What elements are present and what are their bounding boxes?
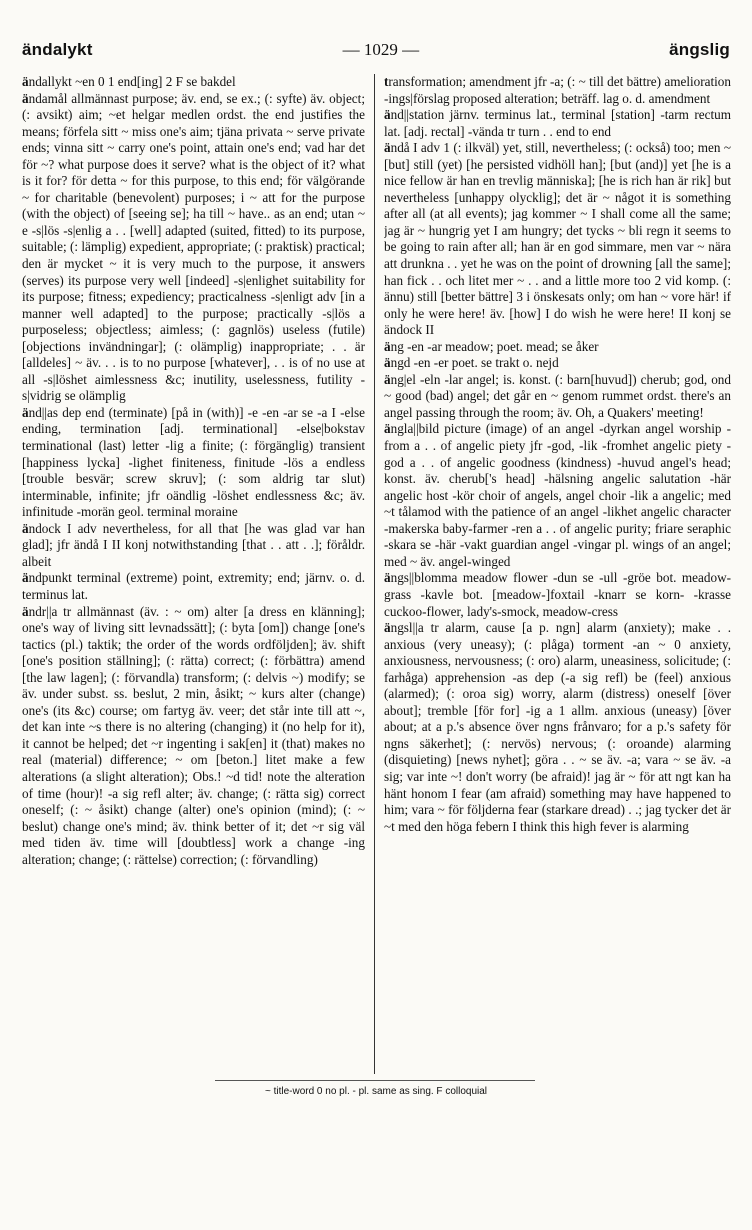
entry-columns bbox=[22, 74, 736, 1074]
right-column bbox=[384, 74, 731, 1074]
footer-divider bbox=[215, 1080, 535, 1081]
entry-andra: ändr||a tr allmännast (äv. : ~ om) alter [a dress en klänning]; one's way of living sitt levnadssätt]; (: byta [om]) change [one's tactics (pl.) taktik; the order of the words ordföljden]; äv. shift [one's position ställning]; (: rätta) correct; (: förbättra) amend [the law lagen]; (: förvandla) transform; (: delvis ~) modify; se äv. under subst. ss. beslut, 2 min, åsikt; ~ kurs alter (change) one's (its &c) course; om fartyg äv. veer; det står inte till att ~, det kan inte ~s there is no altering (changing) it (no help for it), it cannot be helped; det ~r ingenting i sak[en] it (that) makes no real (material) difference; ~ om [beton.] litet make a few alterations (a slight alteration); Obs.! ~d tid! note the alteration of time (hour)! -a sig refl alter; äv. change; (: rätta sig) correct oneself; (: ~ åsikt) change (alter) one's opinion (mind); (: ~ beslut) change one's mind; äv. think better of it; det ~r sig väl med tiden äv. time will [doubtless] work a change -ing alteration; change; (: rättelse) correction; (: förvandling) bbox=[22, 603, 365, 867]
entry-angel: äng|el -eln -lar angel; is. konst. (: barn[huvud]) cherub; god, ond ~ good (bad) angel; det går en ~ genom rummet ordst. there's an angel passing through the room; äv. Oh, a Quakers' meeting! bbox=[384, 371, 731, 420]
page-number: — 1029 — bbox=[342, 40, 420, 59]
entry-andalykt: ändallykt ~en 0 1 end[ing] 2 F se bakdel bbox=[22, 74, 236, 89]
entry-ang: äng -en -ar meadow; poet. mead; se åker bbox=[384, 338, 599, 354]
entry-andstation: änd||station järnv. terminus lat., terminal [station] -tarm rectum lat. [adj. rectal] -vända tr turn . . end to end bbox=[384, 107, 731, 139]
entry-andas: änd||as dep end (terminate) [på in (with)] -e -en -ar se -a I -else ending, termination [adj. terminational] -else|bokstav terminational (last) letter -lig a finite; (: förgänglig) transient [happiness lycka] -lighet finiteness, finitude -lös a endless [trouble besvär; screw skruv]; (: som aldrig tar slut) interminable, infinite; jfr oändlig -löshet endlessness &c; äv. infinitude -morän geol. terminal moraine bbox=[22, 404, 365, 520]
abbreviation-legend: ~ title-word 0 no pl. - pl. same as sing. F colloquial bbox=[264, 1086, 488, 1097]
page-header bbox=[22, 40, 730, 66]
entry-angsblomma: ängs||blomma meadow flower -dun se -ull -gröe bot. meadow-grass -kavle bot. [meadow-]foxtail -knarr se korn- -krasse cuckoo-flower, lady's-smock, meadow-cress bbox=[384, 570, 731, 619]
entry-andring-cont: transformation; amendment jfr -a; (: ~ till det bättre) amelioration -ings|förslag proposed alteration; beträff. lag o. d. amendment bbox=[384, 74, 731, 106]
entry-anda: ändå I adv 1 (: ilkväl) yet, still, nevertheless; (: också) too; men ~ [but] still (yet) [he persisted vidhöll han]; [but (and)] yet [he is a nice fellow är han en trevlig människa]; [he is rich han är rik] but nevertheless [unhappy olycklig]; det är ~ något it is something after all (at all events); jag kommer ~ I shall come all the same; jag är ~ hungrig yet I am hungry; det tycks ~ bli regn it seems to be going to rain after all; han är en god simmare, men var ~ nära att drunkna . . yet he was on the point of drowning [all the same]; han fick . . och litet mer ~ . . and a little more too 2 vid komp. (: ännu) still [better bättre] 3 i önskesats only; om han ~ vore här! if only he were here! äv. [how] I do wish he were here! II konj se ändock II bbox=[384, 140, 731, 338]
entry-angsla: ängsl||a tr alarm, cause [a p. ngn] alarm (anxiety); make . . anxious (very uneasy); (: plåga) torment -an ~ 0 anxiety, anxiousness, nervousness; (: oro) alarm, uneasiness, solicitude; (: farhåga) apprehension -as dep (-a sig refl) be (feel) anxious (alarmed); (: oroa sig) worry, alarm (distress) oneself [över about]; tremble [för for] -ig a 1 allm. anxious (uneasy) [över about; at a p.'s absence över ngns frånvaro; for a p.'s safety för ngns säkerhet]; (: nervös) nervous; (: oroande) alarming (disquieting) [news nyhet]; göra . . ~ se äv. -a; vara ~ se äv. -a sig; var inte ~! don't worry (be afraid)! jag är ~ för att ngt kan ha hänt honom I fear (am afraid) something may have happened to him; vara ~ för följderna fear (starkare dread) . .; jag tycker det är ~t med den höga febern I think this high fever is alarming bbox=[384, 620, 731, 834]
column-divider bbox=[374, 74, 375, 1074]
left-guide-word: ändalykt bbox=[22, 40, 93, 59]
entry-angd: ängd -en -er poet. se trakt o. nejd bbox=[384, 355, 559, 371]
left-column bbox=[22, 74, 365, 1074]
entry-andamal: ändamål allmännast purpose; äv. end, se ex.; (: syfte) äv. object; (: avsikt) aim; ~et helgar medlen ordst. the end justifies the means; förfela sitt ~ miss one's aim; tjäna privata ~ serve private ends; vinna sitt ~ carry one's point, attain one's end; vad har det för ~? what purpose does it serve? what is the object of it? what is it for? för detta ~ for this purpose, to this end; för välgörande ~ for charitable (benevolent) purposes; i ~ att for the purpose (with the object) of [seeing se]; ha till ~ have.. as an end; utan ~ e -s|lös -s|enlig a . . [well] adapted (suited, fitted) to its purpose, suitable; (: lämplig) expedient, appropriate; (: praktisk) practical; den är mycket ~ it is very much to the purpose, it answers (serves) its purpose very well [indeed] -s|enlighet suitability for its purpose; fitness; expediency; practicalness -s|enligt adv [in a manner well adapted] to the purpose; practically -s|lös a purposeless; objectless; aimless; (: gagnlös) useless (futile) [objections invändningar]; (: olämplig) inappropriate; . . är [alldeles] ~ äv. . . is to no purpose [whatever], . . is of no use at all -s|löshet aimlessness &c; inutility, uselessness, futility -s|vidrig se olämplig bbox=[22, 90, 365, 404]
entry-andpunkt: ändpunkt terminal (extreme) point, extremity; end; järnv. o. d. terminus lat. bbox=[22, 570, 365, 602]
entry-anglabild: ängla||bild picture (image) of an angel -dyrkan angel worship -from a . . of angelic piety jfr -god, -lik -fromhet angelic piety -god a . . of angelic goodness (kindness) -huvud angel's head; konst. äv. cherub['s head] -hälsning angelic salutation -här angelic host -kör choir of angels, angel choir -lik a angelic; med ~t tålamod with the patience of an angel -likhet angelic character -makerska baby-farmer -ren a . . of angelic purity; friare seraphic -skara se -här -vakt guardian angel -vingar pl. wings of an angel; med ~ äv. angel-winged bbox=[384, 421, 731, 569]
right-guide-word: ängslig bbox=[669, 40, 730, 59]
entry-andock: ändock I adv nevertheless, for all that [he was glad var han glad]; jfr ändå I II konj notwithstanding [that . . att . .]; föråldr. albeit bbox=[22, 520, 365, 569]
